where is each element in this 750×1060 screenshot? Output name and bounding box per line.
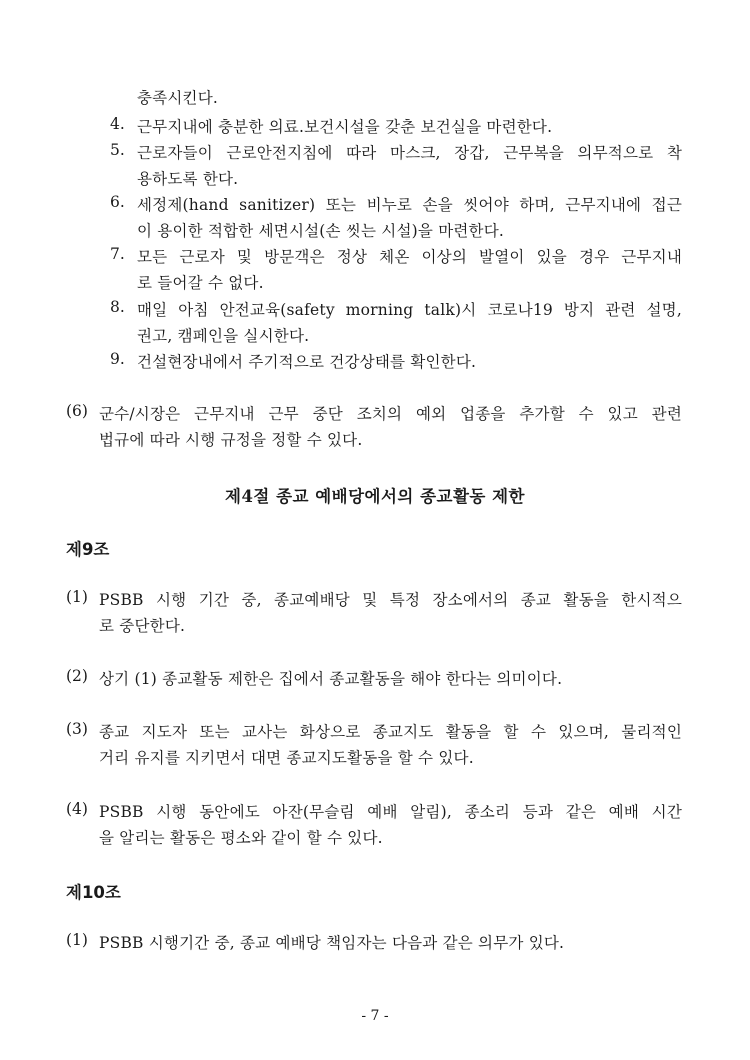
list-item-line: 건설현장내에서 주기적으로 건강상태를 확인한다. bbox=[137, 353, 477, 371]
list-item-line: 매일 아침 안전교육(safety morning talk)시 코로나19 방지 관련 설명, bbox=[137, 301, 682, 319]
article-9-title: 제9조 bbox=[66, 540, 110, 559]
paragraph-number: (1) bbox=[66, 931, 88, 949]
paragraph-number: (2) bbox=[66, 667, 88, 685]
article-10-title: 제10조 bbox=[66, 883, 121, 902]
paragraph-line: 을 알리는 활동은 평소와 같이 할 수 있다. bbox=[99, 829, 383, 847]
list-item-line: 이 용이한 적합한 세면시설(손 씻는 시설)을 마련한다. bbox=[137, 222, 505, 240]
list-item-number: 5. bbox=[110, 141, 125, 159]
page-number: - 7 - bbox=[361, 1008, 389, 1024]
list-item-number: 6. bbox=[110, 193, 125, 211]
list-item-number: 7. bbox=[110, 245, 125, 263]
list-item-line: 로 들어갈 수 없다. bbox=[137, 274, 264, 292]
list-item-line: 근로자들이 근로안전지침에 따라 마스크, 장갑, 근무복을 의무적으로 착 bbox=[137, 144, 682, 162]
paragraph-line: 법규에 따라 시행 규정을 정할 수 있다. bbox=[99, 431, 363, 449]
paragraph-number: (1) bbox=[66, 588, 88, 606]
list-item-number: 8. bbox=[110, 298, 125, 316]
list-item-line: 권고, 캠페인을 실시한다. bbox=[137, 327, 310, 345]
paragraph-line: PSBB 시행 동안에도 아잔(무슬림 예배 알림), 종소리 등과 같은 예배 시간 bbox=[99, 803, 682, 821]
paragraph-line: 종교 지도자 또는 교사는 화상으로 종교지도 활동을 할 수 있으며, 물리적인 bbox=[99, 723, 682, 741]
paragraph-line: 로 중단한다. bbox=[99, 617, 186, 635]
list-item-line: 모든 근로자 및 방문객은 정상 체온 이상의 발열이 있을 경우 근무지내 bbox=[137, 248, 682, 266]
section-heading: 제4절 종교 예배당에서의 종교활동 제한 bbox=[225, 487, 525, 506]
list-item-number: 9. bbox=[110, 350, 125, 368]
paragraph-number: (6) bbox=[66, 402, 88, 420]
paragraph-line: PSBB 시행기간 중, 종교 예배당 책임자는 다음과 같은 의무가 있다. bbox=[99, 934, 565, 952]
paragraph-line: 거리 유지를 지키면서 대면 종교지도활동을 할 수 있다. bbox=[99, 749, 474, 767]
paragraph-line: 상기 (1) 종교활동 제한은 집에서 종교활동을 해야 한다는 의미이다. bbox=[99, 670, 563, 688]
list-item-line: 근무지내에 충분한 의료.보건시설을 갖춘 보건실을 마련한다. bbox=[137, 118, 553, 136]
paragraph-number: (4) bbox=[66, 800, 88, 818]
continuation-line: 충족시킨다. bbox=[137, 89, 218, 107]
paragraph-line: 군수/시장은 근무지내 근무 중단 조치의 예외 업종을 추가할 수 있고 관련 bbox=[99, 405, 682, 423]
list-item-line: 용하도록 한다. bbox=[137, 170, 239, 188]
paragraph-line: PSBB 시행 기간 중, 종교예배당 및 특정 장소에서의 종교 활동을 한시적으 bbox=[99, 591, 682, 609]
list-item-line: 세정제(hand sanitizer) 또는 비누로 손을 씻어야 하며, 근무지내에 접근 bbox=[137, 196, 682, 214]
paragraph-number: (3) bbox=[66, 720, 88, 738]
list-item-number: 4. bbox=[110, 115, 125, 133]
